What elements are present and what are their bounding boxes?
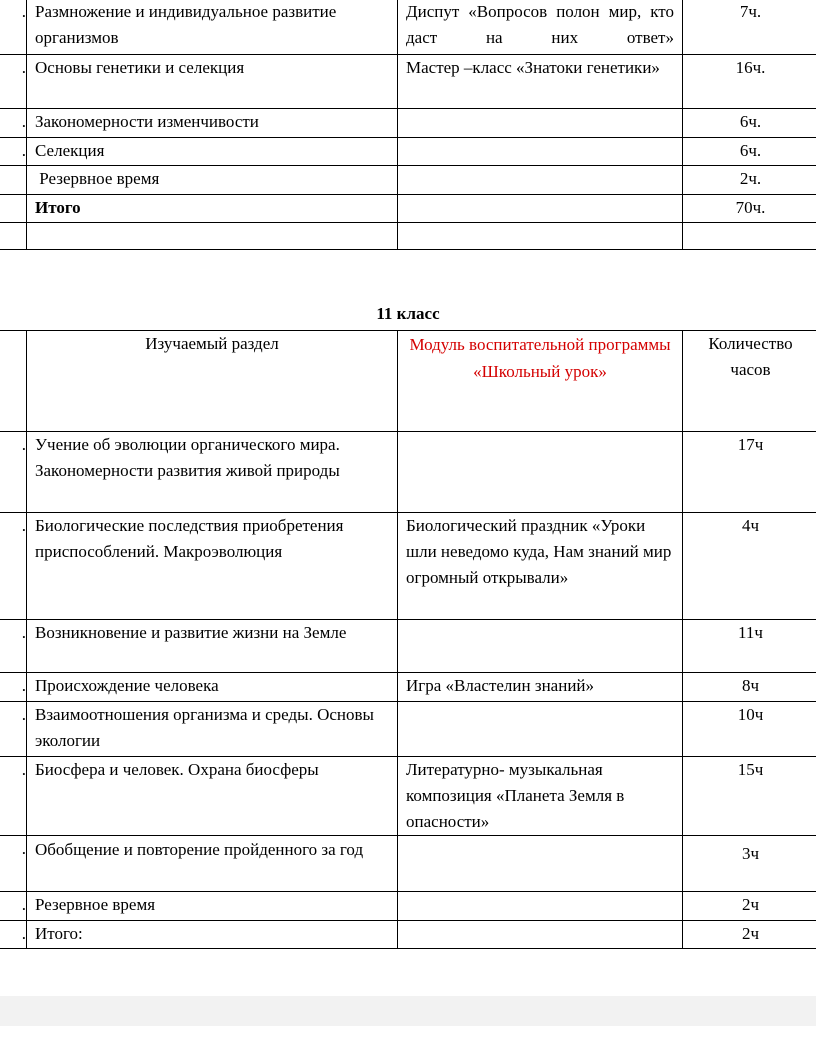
table-row [0,432,816,513]
section-cell: Основы генетики и селекция [27,55,398,109]
table-row [0,0,816,55]
row-number: . [0,0,27,55]
header-number [0,331,27,432]
table-11-class [0,330,816,949]
module-cell [398,836,683,892]
module-cell [398,620,683,673]
hours-cell: 4ч [683,513,816,620]
row-number: . [0,55,27,109]
table-row [0,702,816,757]
row-number: . [0,702,27,757]
table-header-row [0,331,816,432]
column-header-module: Модуль воспитательной программы «Школьный урок» [398,331,683,432]
section-cell: Закономерности изменчивости [27,109,398,138]
table-row [0,836,816,892]
hours-cell: 3ч [683,836,816,892]
hours-cell: 2ч [683,892,816,921]
hours-cell: 2ч. [683,166,816,195]
table-row [0,513,816,620]
module-cell [398,223,683,250]
row-number [0,195,27,223]
hours-cell [683,223,816,250]
table-row [0,757,816,836]
hours-cell: 11ч [683,620,816,673]
row-number: . [0,673,27,702]
section-cell: Учение об эволюции органического мира. Закономерности развития живой природы [27,432,398,513]
table-10-class [0,0,816,250]
table-row [0,673,816,702]
module-cell: Мастер –класс «Знатоки генетики» [398,55,683,109]
row-number: . [0,138,27,166]
row-number: . [0,513,27,620]
table-row [0,921,816,949]
total-label: Итого [27,195,398,223]
section-cell: Резервное время [27,892,398,921]
column-header-section: Изучаемый раздел [27,331,398,432]
module-cell: Игра «Властелин знаний» [398,673,683,702]
table-row [0,166,816,195]
table-row [0,223,816,250]
section-cell: Селекция [27,138,398,166]
hours-cell: 7ч. [683,0,816,55]
module-cell [398,892,683,921]
total-label: Итого: [27,921,398,949]
module-cell: Диспут «Вопросов полон мир, кто даст на них ответ» [398,0,683,55]
section-cell: Взаимоотношения организма и среды. Основы экологии [27,702,398,757]
module-cell [398,166,683,195]
section-cell: Происхождение человека [27,673,398,702]
row-number: . [0,921,27,949]
section-cell: Возникновение и развитие жизни на Земле [27,620,398,673]
section-cell: Биологические последствия приобретения приспособлений. Макроэволюция [27,513,398,620]
table-row [0,55,816,109]
row-number: . [0,892,27,921]
table-row [0,620,816,673]
column-header-hours: Количество часов [683,331,816,432]
module-cell: Биологический праздник «Уроки шли неведомо куда, Нам знаний мир огромный открывали» [398,513,683,620]
table-row [0,138,816,166]
module-cell [398,432,683,513]
section-cell: Биосфера и человек. Охрана биосферы [27,757,398,836]
hours-cell: 15ч [683,757,816,836]
row-number [0,166,27,195]
hours-cell: 17ч [683,432,816,513]
section-cell: Обобщение и повторение пройденного за год [27,836,398,892]
table-row [0,109,816,138]
table-row [0,195,816,223]
module-cell [398,921,683,949]
section-cell [27,223,398,250]
module-cell [398,195,683,223]
hours-cell: 6ч. [683,109,816,138]
module-cell [398,138,683,166]
hours-cell: 16ч. [683,55,816,109]
total-hours: 2ч [683,921,816,949]
module-cell [398,702,683,757]
hours-cell: 10ч [683,702,816,757]
hours-cell: 8ч [683,673,816,702]
module-cell [398,109,683,138]
row-number: . [0,109,27,138]
section-cell: Размножение и индивидуальное развитие организмов [27,0,398,55]
row-number: . [0,757,27,836]
section-heading: 11 класс [376,304,440,323]
total-hours: 70ч. [683,195,816,223]
table-row [0,892,816,921]
section-cell: Резервное время [27,166,398,195]
module-cell: Литературно- музыкальная композиция «Планета Земля в опасности» [398,757,683,836]
hours-cell: 6ч. [683,138,816,166]
row-number [0,223,27,250]
page-footer-band [0,996,816,1026]
row-number: . [0,620,27,673]
row-number: . [0,836,27,892]
row-number: . [0,432,27,513]
